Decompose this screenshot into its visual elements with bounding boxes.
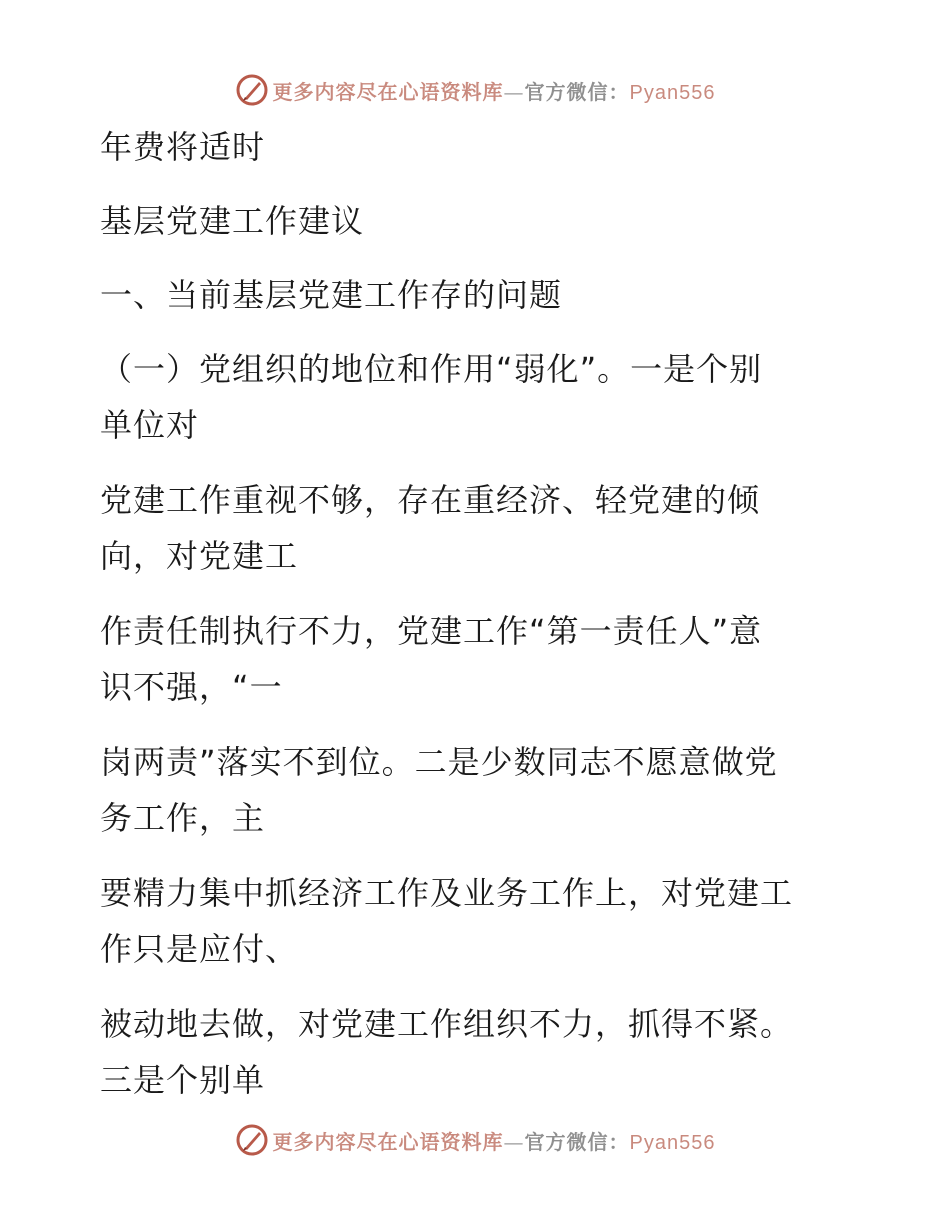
text-line: 基层党建工作建议 bbox=[100, 202, 365, 240]
text-line: 务工作，主 bbox=[100, 799, 266, 837]
quill-logo-icon bbox=[235, 1123, 269, 1157]
footer-watermark bbox=[0, 1120, 950, 1160]
text-line: 一、当前基层党建工作存的问题 bbox=[100, 276, 563, 314]
text-line: 作只是应付、 bbox=[100, 930, 299, 968]
watermark-text: 更多内容尽在心语资料库—官方微信：Pyan556 bbox=[272, 79, 716, 104]
text-line: 单位对 bbox=[100, 406, 200, 444]
text-line: 年费将适时 bbox=[100, 128, 266, 166]
text-line: 被动地去做，对党建工作组织不力，抓得不紧。 bbox=[100, 1005, 794, 1043]
text-line: 识不强，“一 bbox=[100, 668, 283, 706]
watermark-text: 更多内容尽在心语资料库—官方微信：Pyan556 bbox=[272, 1129, 716, 1154]
text-line: 要精力集中抓经济工作及业务工作上，对党建工 bbox=[100, 874, 794, 912]
text-line: 岗两责”落实不到位。二是少数同志不愿意做党 bbox=[100, 743, 778, 781]
text-line: 作责任制执行不力，党建工作“第一责任人”意 bbox=[100, 612, 763, 650]
text-line: （一）党组织的地位和作用“弱化”。一是个别 bbox=[100, 350, 763, 388]
quill-logo-icon bbox=[235, 73, 269, 107]
text-line: 向，对党建工 bbox=[100, 537, 299, 575]
text-line: 党建工作重视不够，存在重经济、轻党建的倾 bbox=[100, 481, 761, 519]
header-watermark bbox=[0, 70, 950, 110]
text-line: 三是个别单 bbox=[100, 1061, 266, 1099]
